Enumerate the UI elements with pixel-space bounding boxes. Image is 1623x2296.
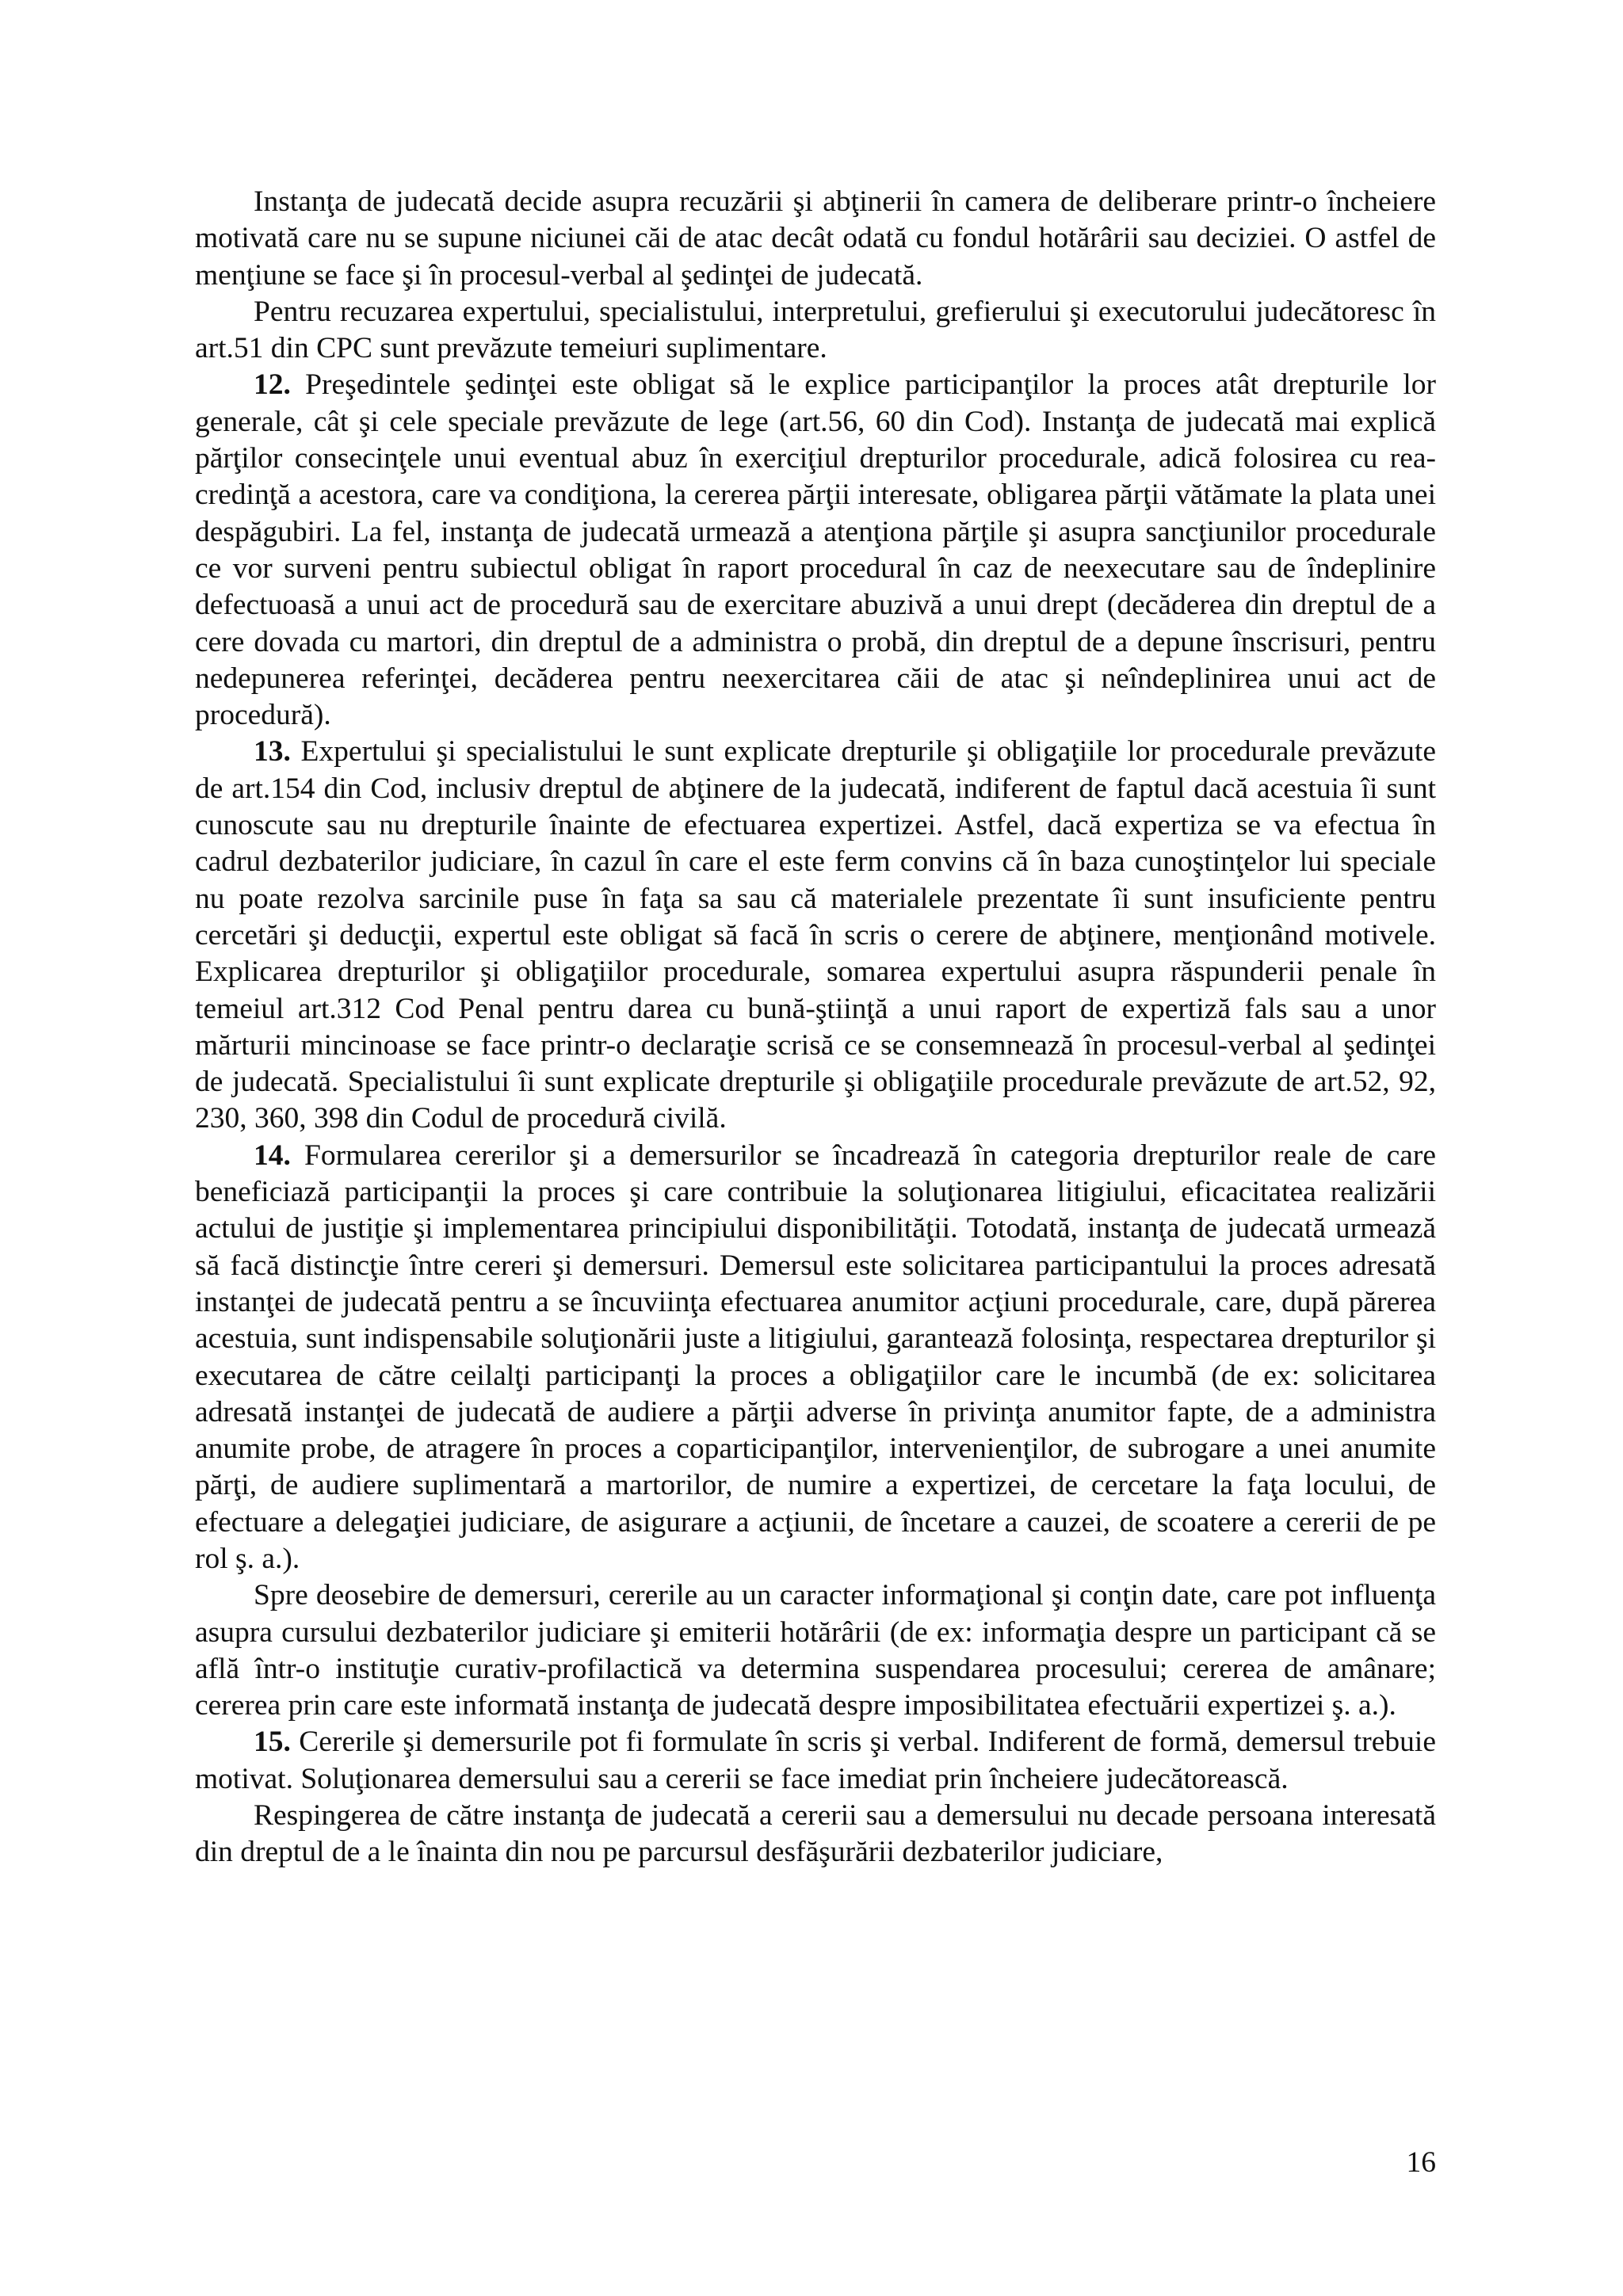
- page-number: 16: [1406, 2146, 1436, 2179]
- paragraph-text: Spre deosebire de demersuri, cererile au un caracter informaţional şi conţin date, care pot influenţa asupra cursului dezbaterilor judiciare şi emiterii hotărârii (de ex: informaţia despre un participant că se află într-o instituţie curativ-profilactică va determina suspendarea procesului; cererea de amânare; cererea prin care este informată instanţa de judecată despre imposibilitatea efectuării expertizei ş. a.).: [195, 1579, 1436, 1722]
- paragraph-respingere: [195, 1798, 1436, 1871]
- paragraph-number: 15.: [254, 1726, 291, 1759]
- paragraph-text: Respingerea de către instanţa de judecată a cererii sau a demersului nu decade persoana interesată din dreptul de a le înainta din nou pe parcursul desfăşurării dezbaterilor judiciare,: [195, 1799, 1436, 1869]
- document-body: [195, 184, 1436, 1871]
- paragraph-number: 12.: [254, 368, 291, 402]
- paragraph-text: Preşedintele şedinţei este obligat să le explice participanţilor la proces atât drepturile lor generale, cât şi cele speciale prevăzute de lege (art.56, 60 din Cod). Instanţa de judecată mai explică părţilor consecinţele unui eventual abuz în exerciţiul drepturilor procedurale, adică folosirea cu rea-credinţă a acestora, care va condiţiona, la cererea părţii interesate, obligarea părţii vătămate la plata unei despăgubiri. La fel, instanţa de judecată urmează a atenţiona părţile şi asupra sancţiunilor procedurale ce vor surveni pentru subiectul obligat în raport procedural în caz de neexecutare sau de îndeplinire defectuoasă a unui act de procedură sau de exercitare abuzivă a unui drept (decăderea din dreptul de a cere dovada cu martori, din dreptul de a administra o probă, din dreptul de a depune înscrisuri, pentru nedepunerea referinţei, decăderea pentru neexercitarea căii de atac şi neîndeplinirea unui act de procedură).: [195, 368, 1436, 732]
- paragraph-15: [195, 1724, 1436, 1798]
- paragraph-text: Instanţa de judecată decide asupra recuzării şi abţinerii în camera de deliberare printr-o încheiere motivată care nu se supune niciunei căi de atac decât odată cu fondul hotărârii sau deciziei. O astfel de menţiune se face şi în procesul-verbal al şedinţei de judecată.: [195, 185, 1436, 292]
- paragraph-12: [195, 367, 1436, 734]
- paragraph-number: 13.: [254, 735, 291, 769]
- paragraph-text: Expertului şi specialistului le sunt explicate drepturile şi obligaţiile lor procedurale prevăzute de art.154 din Cod, inclusiv dreptul de abţinere de la judecată, indiferent de faptul dacă acestuia îi sunt cunoscute sau nu drepturile înainte de efectuarea expertizei. Astfel, dacă expertiza se va efectua în cadrul dezbaterilor judiciare, în cazul în care el este ferm convins că în baza cunoştinţelor lui speciale nu poate rezolva sarcinile puse în faţa sa sau că materialele prezentate îi sunt insuficiente pentru cercetări şi deducţii, expertul este obligat să facă în scris o cerere de abţinere, menţionând motivele. Explicarea drepturilor şi obligaţiilor procedurale, somarea expertului asupra răspunderii penale în temeiul art.312 Cod Penal pentru darea cu bună-ştiinţă a unui raport de expertiză fals sau a unor mărturii mincinoase se face printr-o declaraţie scrisă ce se consemnează în procesul-verbal al şedinţei de judecată. Specialistului îi sunt explicate drepturile şi obligaţiile procedurale prevăzute de art.52, 92, 230, 360, 398 din Codul de procedură civilă.: [195, 735, 1436, 1135]
- paragraph-recuzare-decizie: [195, 184, 1436, 294]
- paragraph-recuzare-expert: [195, 294, 1436, 368]
- paragraph-text: Formularea cererilor şi a demersurilor se încadrează în categoria drepturilor reale de care beneficiază participanţii la proces şi care contribuie la soluţionarea litigiului, eficacitatea realizării actului de justiţie şi implementarea principiului disponibilităţii. Totodată, instanţa de judecată urmează să facă distincţie între cereri şi demersuri. Demersul este solicitarea participantului la proces adresată instanţei de judecată pentru a se încuviinţa efectuarea anumitor acţiuni procedurale, care, după părerea acestuia, sunt indispensabile soluţionării juste a litigiului, garantează folosinţa, respectarea drepturilor şi executarea de către ceilalţi participanţi la proces a obligaţiilor care le incumbă (de ex: solicitarea adresată instanţei de judecată de audiere a părţii adverse în privinţa anumitor fapte, de a administra anumite probe, de atragere în proces a coparticipanţilor, intervenienţilor, de subrogare a unei anumite părţi, de audiere suplimentară a martorilor, de numire a expertizei, de cercetare la faţa locului, de efectuare a delegaţiei judiciare, de asigurare a acţiunii, de încetare a cauzei, de scoatere a cererii de pe rol ş. a.).: [195, 1138, 1436, 1575]
- paragraph-number: 14.: [254, 1138, 291, 1172]
- paragraph-text: Cererile şi demersurile pot fi formulate în scris şi verbal. Indiferent de formă, demersul trebuie motivat. Soluţionarea demersului sau a cererii se face imediat prin încheiere judecătorească.: [195, 1726, 1436, 1795]
- paragraph-cereri-vs-demersuri: [195, 1577, 1436, 1724]
- paragraph-14: [195, 1138, 1436, 1578]
- paragraph-13: [195, 734, 1436, 1137]
- paragraph-text: Pentru recuzarea expertului, specialistului, interpretului, grefierului şi executorului judecătoresc în art.51 din CPC sunt prevăzute temeiuri suplimentare.: [195, 295, 1436, 365]
